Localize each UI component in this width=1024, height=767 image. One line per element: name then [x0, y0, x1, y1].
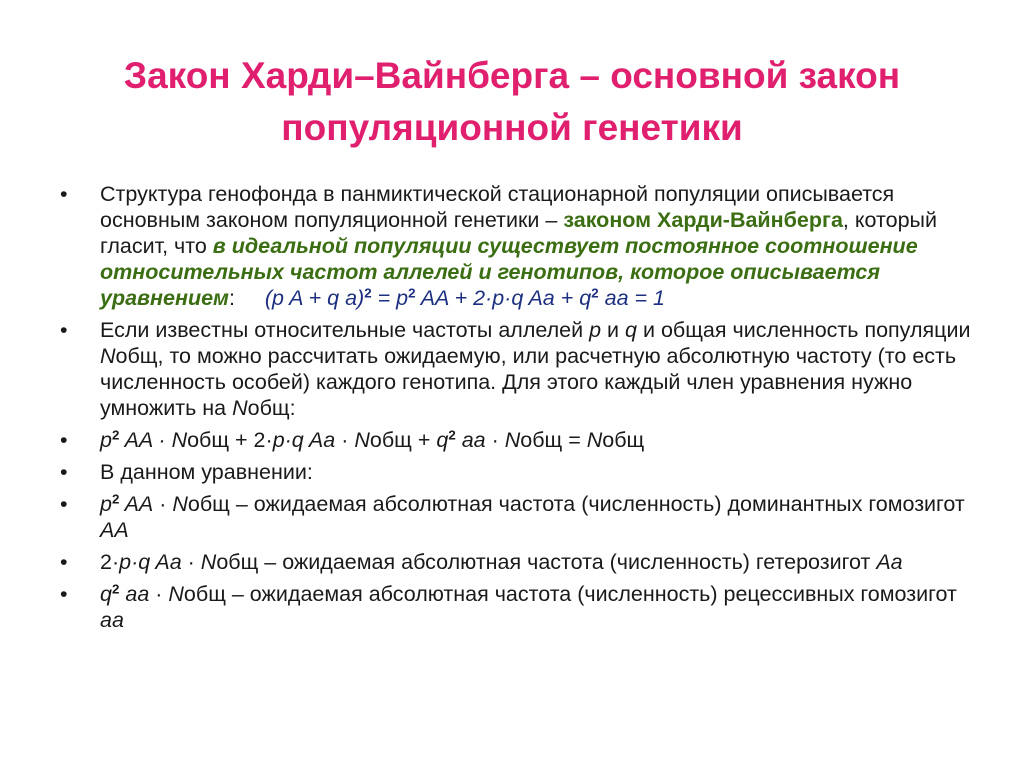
equation-part: = p [371, 286, 409, 310]
genotype-label: Aa [876, 550, 903, 574]
equation-superscript: 2 [591, 285, 599, 301]
bullet-marker: • [60, 492, 68, 516]
bullet-item-heterozygotes [60, 549, 980, 575]
slide-title-line-1: Закон Харди–Вайнберга – основной закон [123, 55, 901, 96]
law-statement-emphasis: в идеальной популяции существует постоянное соотношение относительных частот аллелей и генотипов, которое описывается уравнением [100, 234, 918, 310]
bullet-item-in-this-equation [60, 459, 980, 485]
equation-part: AA + 2·p·q Aa + q [415, 286, 592, 310]
bullet-marker: • [60, 550, 68, 574]
formula-part: p·q Aa [119, 550, 182, 574]
bullet-item-law-definition [60, 181, 980, 311]
variable-n: N [200, 550, 217, 574]
formula-part: aa [119, 582, 150, 606]
variable-n: N [100, 344, 116, 368]
variable-n: N [172, 492, 188, 516]
formula-part: aa [455, 428, 486, 452]
bullet-item-multiplied-equation [60, 427, 980, 453]
variable-n: N [232, 396, 248, 420]
formula-part: · [153, 492, 173, 516]
bullet-list [60, 181, 980, 639]
text-segment: Структура генофонда в панмиктической стационарной популяции описывается основным законом популяционной генетики – [100, 182, 895, 232]
formula-part: · [181, 550, 201, 574]
text-segment: общ, то можно рассчитать ожидаемую, или расчетную абсолютную частоту (то есть численность особей) каждого генотипа. Для этого каждый член уравнения нужно умножить на [100, 344, 957, 420]
text-segment: общ – ожидаемая абсолютная частота (численность) рецессивных гомозигот [183, 582, 957, 606]
genotype-label: AA [100, 518, 129, 542]
bullet-item-dominant-homozygotes [60, 491, 980, 543]
bullet-marker: • [60, 428, 68, 452]
variable-p: p [589, 318, 602, 342]
text-segment: , который гласит, что [100, 208, 937, 258]
law-name-emphasis: законом Харди-Вайнберга [563, 208, 843, 232]
text-segment: общ – ожидаемая абсолютная частота (численность) гетерозигот [216, 550, 877, 574]
bullet-marker: • [60, 318, 68, 342]
formula-part: общ + [369, 428, 437, 452]
formula-part: q [100, 582, 112, 606]
text-segment: и общая численность популяции [637, 318, 971, 342]
text-segment: В данном уравнении: [100, 460, 313, 484]
variable-n: N [504, 428, 521, 452]
bullet-item-absolute-frequency [60, 317, 980, 421]
variable-q: q [625, 318, 638, 342]
bullet-marker: • [60, 182, 68, 206]
text-segment: Если известны относительные частоты аллелей [100, 318, 590, 342]
formula-superscript: 2 [111, 581, 120, 597]
variable-n: N [168, 582, 184, 606]
formula-part: 2· [100, 550, 120, 574]
formula-part: · [485, 428, 505, 452]
formula-part: общ = [520, 428, 587, 452]
variable-n: N [354, 428, 370, 452]
slide-title-line-2: популяционной генетики [281, 107, 743, 148]
formula-part: · [149, 582, 169, 606]
text-segment: общ – ожидаемая абсолютная частота (численность) доминантных гомозигот [187, 492, 965, 516]
equation-superscript: 2 [364, 285, 372, 301]
formula-part: p [100, 428, 112, 452]
variable-n: N [586, 428, 603, 452]
formula-part: AA · [119, 428, 172, 452]
formula-part: общ [602, 428, 645, 452]
formula-part: общ + 2· [187, 428, 273, 452]
formula-superscript: 2 [448, 427, 456, 443]
formula-superscript: 2 [111, 491, 120, 507]
text-segment: общ: [247, 396, 296, 420]
genotype-label: aa [100, 608, 124, 632]
bullet-marker: • [60, 582, 68, 606]
formula-part: q [436, 428, 449, 452]
equation-part: aa = 1 [598, 286, 665, 310]
text-segment: : [228, 286, 235, 310]
text-segment: и [601, 318, 626, 342]
variable-n: N [171, 428, 188, 452]
formula-part: AA [119, 492, 154, 516]
formula-superscript: 2 [111, 427, 120, 443]
formula-part: · [335, 428, 355, 452]
formula-part: p [100, 492, 112, 516]
equation-part: (p A + q a) [264, 286, 365, 310]
slide-title [40, 50, 984, 154]
equation-superscript: 2 [408, 285, 416, 301]
bullet-item-recessive-homozygotes [60, 581, 980, 633]
bullet-marker: • [60, 460, 68, 484]
formula-part: p·q Aa [272, 428, 336, 452]
